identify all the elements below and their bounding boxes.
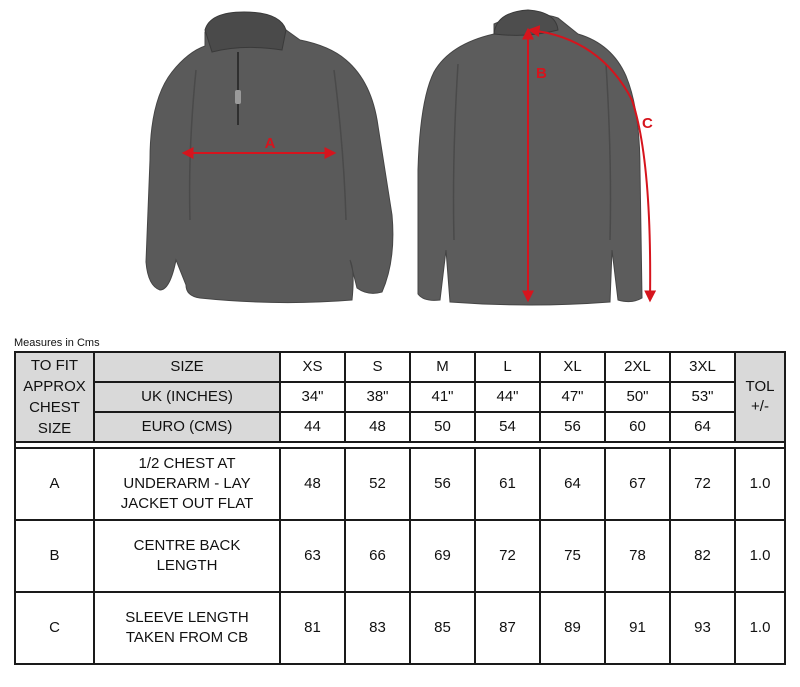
row-value: 75 [540, 520, 605, 592]
uk-value: 41" [410, 382, 475, 412]
fit-label-line: TO FIT [30, 357, 79, 374]
table-row-a [15, 448, 785, 520]
size-label: SIZE [94, 352, 280, 382]
fit-label-line: SIZE [37, 420, 72, 437]
row-key: B [15, 520, 94, 592]
row-description-line: UNDERARM - LAY [123, 475, 251, 492]
row-value: 82 [670, 520, 735, 592]
uk-value: 34" [280, 382, 345, 412]
row-tolerance: 1.0 [735, 520, 785, 592]
euro-value: 50 [410, 412, 475, 442]
euro-value: 56 [540, 412, 605, 442]
euro-value: 60 [605, 412, 670, 442]
tol-label-line: +/- [751, 398, 769, 415]
garment-illustration [0, 0, 800, 330]
uk-value: 44" [475, 382, 540, 412]
measurement-unit-caption: Measures in Cms [14, 337, 100, 349]
row-value: 72 [475, 520, 540, 592]
row-description-line: JACKET OUT FLAT [120, 495, 254, 512]
row-value: 52 [345, 448, 410, 520]
row-key: C [15, 592, 94, 664]
row-tolerance: 1.0 [735, 592, 785, 664]
size-chart-table [14, 351, 786, 665]
table-row-c [15, 592, 785, 664]
tol-label-line: TOL [745, 378, 775, 395]
size-l: L [475, 352, 540, 382]
row-key: A [15, 448, 94, 520]
measure-b-label: B [536, 65, 547, 82]
table-row-b [15, 520, 785, 592]
uk-value: 47" [540, 382, 605, 412]
size-xl: XL [540, 352, 605, 382]
row-description [94, 592, 280, 664]
fit-label-line: CHEST [29, 399, 80, 416]
header-row-size [15, 352, 785, 382]
measure-a-label: A [264, 135, 276, 152]
row-value: 83 [345, 592, 410, 664]
row-value: 66 [345, 520, 410, 592]
header-row-uk [15, 382, 785, 412]
row-description-line: LENGTH [156, 557, 218, 574]
uk-value: 38" [345, 382, 410, 412]
row-value: 48 [280, 448, 345, 520]
euro-value: 54 [475, 412, 540, 442]
row-value: 78 [605, 520, 670, 592]
size-s: S [345, 352, 410, 382]
size-2xl: 2XL [605, 352, 670, 382]
row-value: 85 [410, 592, 475, 664]
row-description [94, 448, 280, 520]
fit-label-line: APPROX [23, 378, 86, 395]
fit-label-cell [15, 352, 94, 442]
row-value: 81 [280, 592, 345, 664]
uk-value: 53" [670, 382, 735, 412]
euro-value: 64 [670, 412, 735, 442]
euro-value: 44 [280, 412, 345, 442]
row-description-line: TAKEN FROM CB [125, 629, 249, 646]
tol-label-cell [735, 352, 785, 442]
row-description-line: SLEEVE LENGTH [125, 609, 249, 626]
row-description [94, 520, 280, 592]
row-value: 87 [475, 592, 540, 664]
size-xs: XS [280, 352, 345, 382]
row-tolerance: 1.0 [735, 448, 785, 520]
measure-c-label: C [642, 115, 653, 132]
row-value: 69 [410, 520, 475, 592]
size-3xl: 3XL [670, 352, 735, 382]
row-description-line: CENTRE BACK [133, 537, 241, 554]
size-m: M [410, 352, 475, 382]
row-value: 64 [540, 448, 605, 520]
header-row-euro [15, 412, 785, 442]
row-value: 67 [605, 448, 670, 520]
row-value: 89 [540, 592, 605, 664]
uk-value: 50" [605, 382, 670, 412]
row-value: 72 [670, 448, 735, 520]
row-value: 63 [280, 520, 345, 592]
back-fleece-image [418, 10, 642, 305]
row-description-line: 1/2 CHEST AT [138, 455, 236, 472]
front-fleece-image [146, 12, 393, 303]
euro-label: EURO (CMS) [94, 412, 280, 442]
euro-value: 48 [345, 412, 410, 442]
uk-label: UK (INCHES) [94, 382, 280, 412]
row-value: 61 [475, 448, 540, 520]
row-value: 91 [605, 592, 670, 664]
row-value: 56 [410, 448, 475, 520]
row-value: 93 [670, 592, 735, 664]
